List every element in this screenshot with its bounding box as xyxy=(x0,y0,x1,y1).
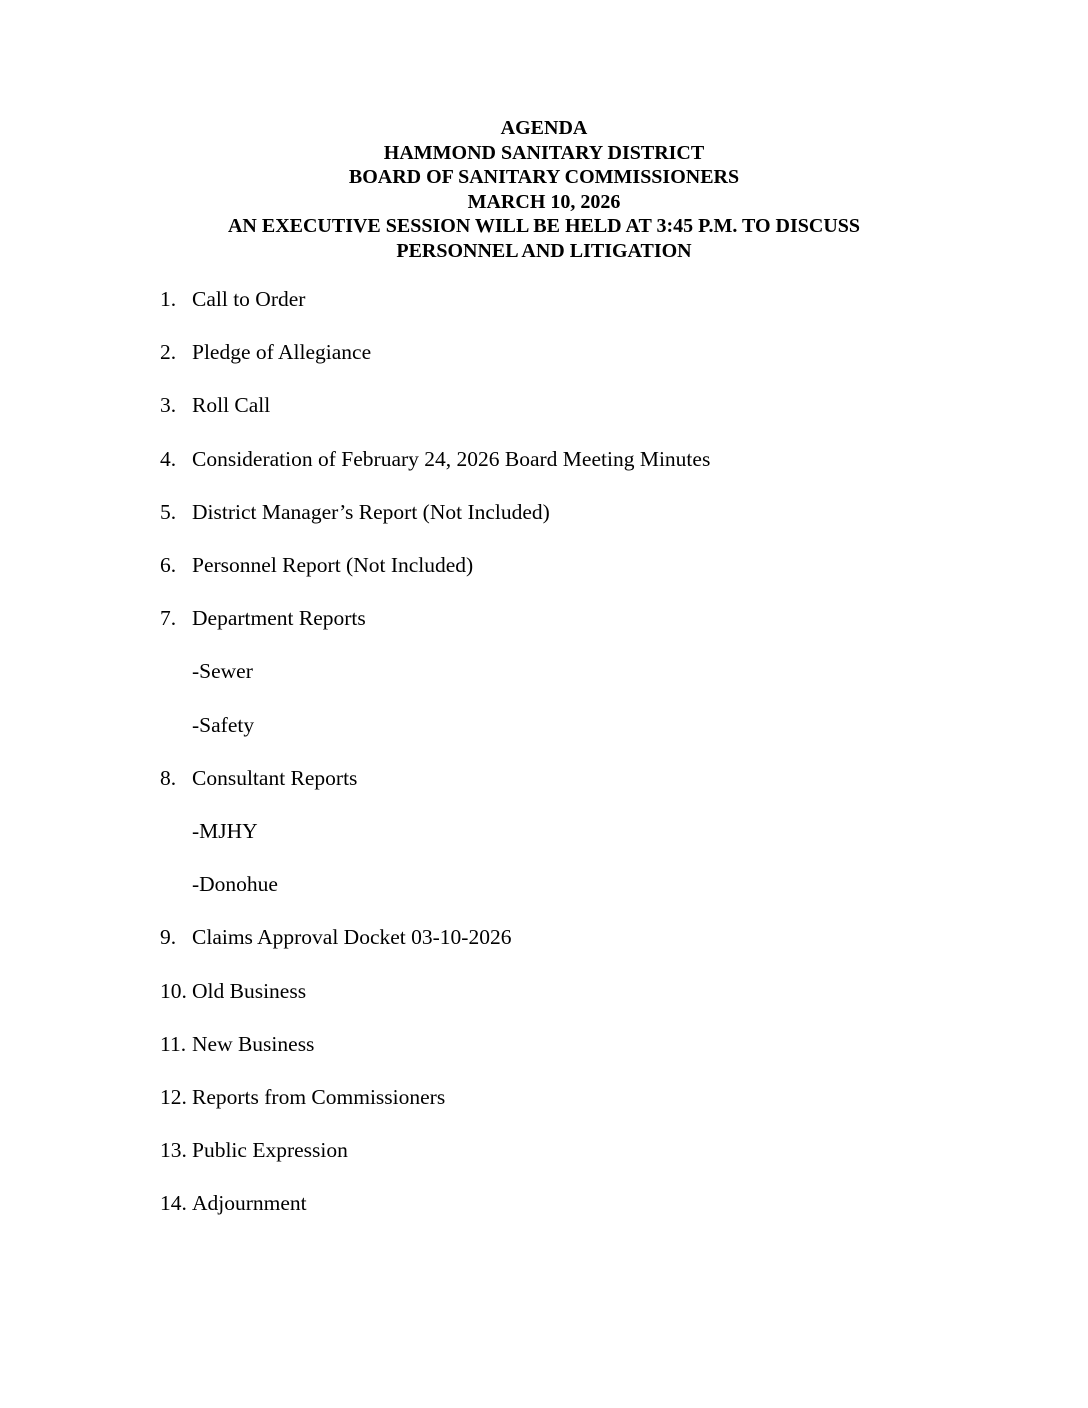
agenda-item-number: 11. xyxy=(160,1031,187,1056)
header-session-notice: AN EXECUTIVE SESSION WILL BE HELD AT 3:45 P.M. TO DISCUSS xyxy=(227,215,861,238)
agenda-item-number: 13. xyxy=(160,1138,187,1163)
header-organization: HAMMOND SANITARY DISTRICT xyxy=(383,141,705,164)
agenda-item-text: New Business xyxy=(192,1031,315,1056)
agenda-item-number: 2. xyxy=(160,340,177,365)
agenda-item-number: 9. xyxy=(160,925,177,950)
header-board: BOARD OF SANITARY COMMISSIONERS xyxy=(348,166,740,189)
agenda-item-text: Reports from Commissioners xyxy=(192,1085,446,1109)
agenda-item-text: Department Reports xyxy=(192,606,366,631)
header-date: MARCH 10, 2026 xyxy=(467,190,621,213)
agenda-subitem-text: -MJHY xyxy=(192,819,258,843)
agenda-item-text: Roll Call xyxy=(192,393,271,418)
agenda-subitem-text: -Safety xyxy=(192,712,255,737)
agenda-subitem-text: -Donohue xyxy=(192,872,278,897)
agenda-item-text: District Manager’s Report (Not Included) xyxy=(192,499,550,524)
agenda-item-number: 3. xyxy=(160,393,177,418)
agenda-item-number: 4. xyxy=(160,446,177,471)
agenda-item-text: Pledge of Allegiance xyxy=(192,340,372,365)
agenda-subitem-text: -Sewer xyxy=(192,659,253,684)
agenda-item-text: Claims Approval Docket 03-10-2026 xyxy=(192,925,512,950)
agenda-item-number: 6. xyxy=(160,553,177,577)
agenda-item-number: 1. xyxy=(160,287,177,311)
agenda-item-text: Personnel Report (Not Included) xyxy=(192,553,474,577)
agenda-item-text: Consideration of February 24, 2026 Board Meeting Minutes xyxy=(192,446,711,471)
agenda-item-number: 5. xyxy=(160,499,177,524)
agenda-item-number: 12. xyxy=(160,1085,187,1109)
agenda-item-text: Old Business xyxy=(192,978,307,1003)
agenda-item-number: 14. xyxy=(160,1191,187,1216)
agenda-item-text: Consultant Reports xyxy=(192,765,358,790)
agenda-item-text: Call to Order xyxy=(192,287,306,311)
agenda-item-text: Public Expression xyxy=(192,1138,348,1163)
agenda-item-number: 8. xyxy=(160,765,177,790)
header-title: AGENDA xyxy=(500,117,588,139)
agenda-item-number: 10. xyxy=(160,978,187,1003)
agenda-item-number: 7. xyxy=(160,606,177,631)
header-session-topics: PERSONNEL AND LITIGATION xyxy=(396,239,692,262)
agenda-item-text: Adjournment xyxy=(192,1191,307,1216)
